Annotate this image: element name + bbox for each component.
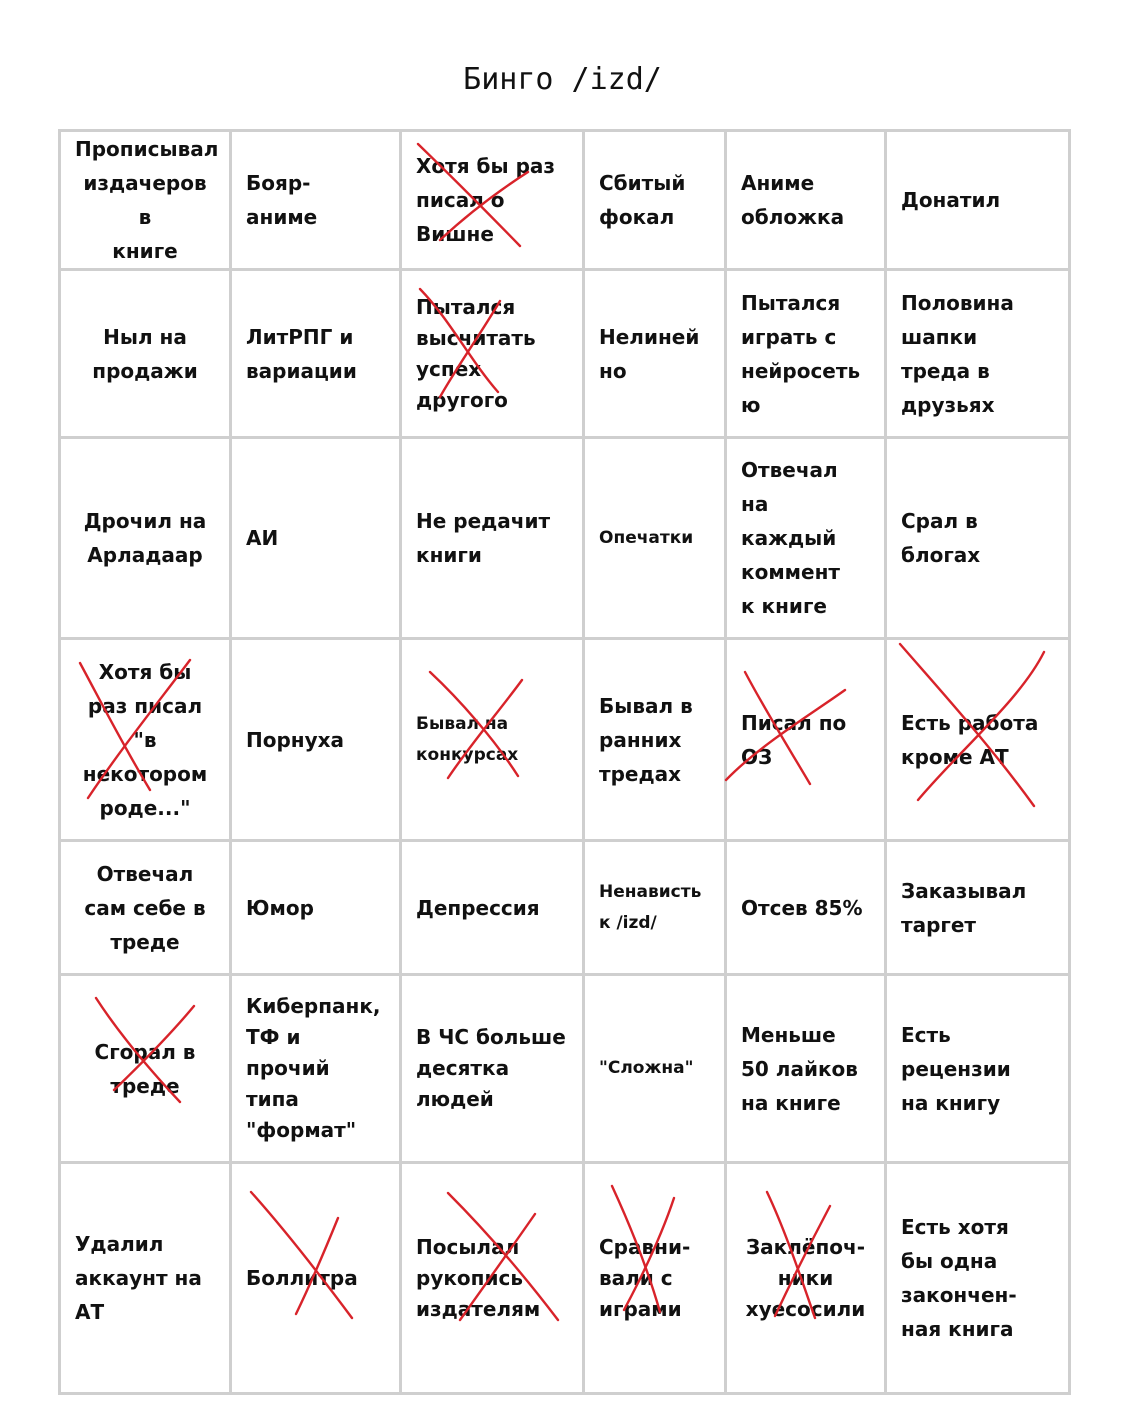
bingo-row (60, 438, 1070, 639)
bingo-cell: Дрочил на Арладаар (60, 438, 231, 639)
bingo-cell-crossed: Хотя бы раз писал "в некотором роде..." (60, 639, 231, 841)
bingo-cell: Половина шапки треда в друзьях (886, 270, 1070, 438)
bingo-cell-crossed: Боллитра (231, 1163, 401, 1394)
bingo-cell: Ныл на продажи (60, 270, 231, 438)
bingo-cell: АИ (231, 438, 401, 639)
bingo-cell: Депрессия (401, 841, 584, 975)
bingo-cell-crossed: Писал по ОЗ (726, 639, 886, 841)
bingo-cell: "Сложна" (584, 975, 726, 1163)
bingo-cell: Пытался играть с нейросеть ю (726, 270, 886, 438)
bingo-cell: Есть рецензии на книгу (886, 975, 1070, 1163)
bingo-row (60, 639, 1070, 841)
bingo-cell: Отсев 85% (726, 841, 886, 975)
bingo-cell: Меньше 50 лайков на книге (726, 975, 886, 1163)
bingo-cell: Срал в блогах (886, 438, 1070, 639)
bingo-cell: Заказывал таргет (886, 841, 1070, 975)
bingo-cell-crossed: Бывал на конкурсах (401, 639, 584, 841)
bingo-cell-crossed: Заклёпоч- ники хуесосили (726, 1163, 886, 1394)
bingo-cell: Бояр- аниме (231, 131, 401, 270)
bingo-row (60, 975, 1070, 1163)
bingo-cell: Не редачит книги (401, 438, 584, 639)
bingo-cell: Опечатки (584, 438, 726, 639)
bingo-cell-crossed: Пытался высчитать успех другого (401, 270, 584, 438)
bingo-cell: Бывал в ранних тредах (584, 639, 726, 841)
bingo-row (60, 270, 1070, 438)
bingo-grid (58, 129, 1071, 1395)
bingo-cell-crossed: Есть работа кроме АТ (886, 639, 1070, 841)
bingo-cell: Прописывал издачеров в книге (60, 131, 231, 270)
bingo-cell: Удалил аккаунт на АТ (60, 1163, 231, 1394)
bingo-cell: Отвечал на каждый коммент к книге (726, 438, 886, 639)
bingo-cell: ЛитРПГ и вариации (231, 270, 401, 438)
bingo-cell: Нелиней но (584, 270, 726, 438)
bingo-cell-crossed: Сгорал в треде (60, 975, 231, 1163)
bingo-cell: Ненависть к /izd/ (584, 841, 726, 975)
bingo-cell-crossed: Сравни- вали с играми (584, 1163, 726, 1394)
bingo-cell: Донатил (886, 131, 1070, 270)
bingo-cell: Отвечал сам себе в треде (60, 841, 231, 975)
bingo-cell-crossed: Посылал рукопись издателям (401, 1163, 584, 1394)
page-title: Бинго /izd/ (463, 62, 662, 97)
bingo-cell: Киберпанк, ТФ и прочий типа "формат" (231, 975, 401, 1163)
bingo-cell: Порнуха (231, 639, 401, 841)
bingo-row (60, 1163, 1070, 1394)
bingo-row (60, 131, 1070, 270)
bingo-cell-crossed: Хотя бы раз писал о Вишне (401, 131, 584, 270)
bingo-cell: Аниме обложка (726, 131, 886, 270)
bingo-cell: Сбитый фокал (584, 131, 726, 270)
bingo-row (60, 841, 1070, 975)
bingo-cell: В ЧС больше десятка людей (401, 975, 584, 1163)
bingo-cell: Есть хотя бы одна закончен- ная книга (886, 1163, 1070, 1394)
bingo-cell: Юмор (231, 841, 401, 975)
